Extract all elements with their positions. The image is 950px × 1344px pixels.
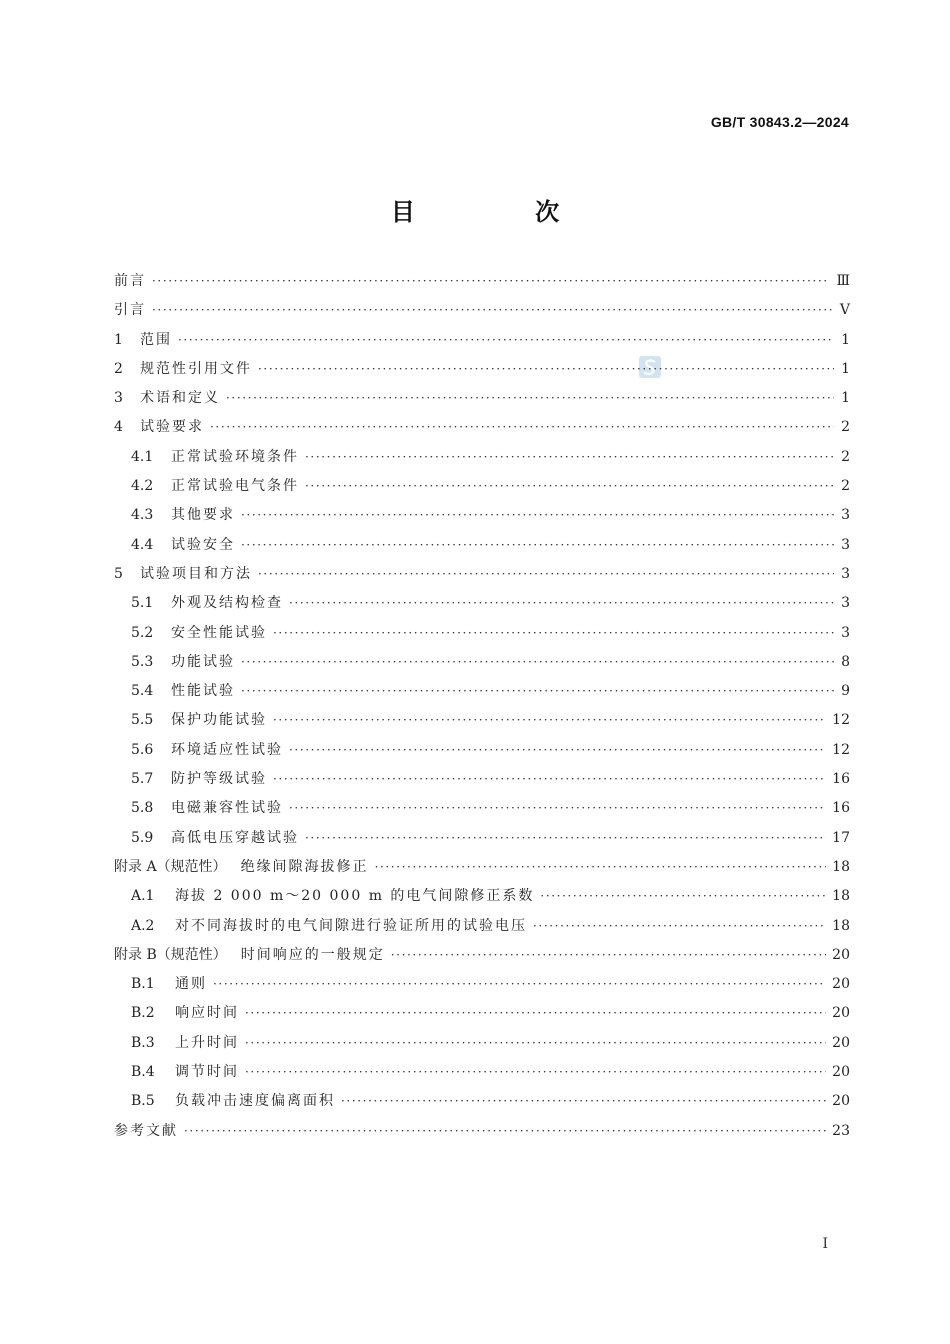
toc-entry-page: 17 (832, 829, 850, 846)
toc-entry[interactable] (114, 534, 850, 563)
toc-entry-number: 5.6 (131, 741, 154, 758)
toc-entry[interactable] (114, 856, 850, 885)
toc-entry-page: 18 (832, 917, 850, 934)
toc-entry-page: 23 (832, 1122, 850, 1139)
toc-entry-label: 环境适应性试验 (171, 741, 283, 758)
toc-entry-label: 正常试验电气条件 (171, 478, 299, 495)
toc-entry[interactable] (114, 446, 850, 475)
toc-entry-label: 前言 (114, 273, 146, 289)
toc-entry-label: 试验要求 (140, 419, 204, 436)
toc-leader-dots (305, 831, 826, 845)
toc-entry-number: 5.2 (131, 624, 154, 641)
toc-entry-number: B.5 (131, 1093, 155, 1110)
toc-entry-number: A.2 (131, 917, 155, 934)
toc-entry-label: 其他要求 (171, 507, 235, 524)
toc-entry-label: 海拔 2 000 m～20 000 m 的电气间隙修正系数 (175, 888, 535, 905)
toc-leader-dots (391, 948, 826, 962)
toc-leader-dots (305, 450, 834, 464)
toc-leader-dots (305, 479, 834, 493)
toc-entry[interactable] (114, 680, 850, 709)
toc-entry[interactable] (114, 358, 850, 387)
toc-leader-dots (289, 743, 826, 757)
toc-entry-page: 12 (832, 741, 850, 758)
toc-entry-page: Ⅲ (836, 273, 850, 289)
toc-entry-label: 时间响应的一般规定 (240, 946, 385, 963)
toc-entry-number: 5.4 (131, 683, 154, 700)
toc-leader-dots (241, 538, 834, 552)
toc-entry-number: 4 (114, 419, 123, 436)
toc-entry-label: 保护功能试验 (171, 712, 267, 729)
standard-number: GB/T 30843.2—2024 (710, 114, 849, 130)
toc-entry-page: 3 (841, 507, 850, 524)
toc-leader-dots (152, 274, 830, 288)
toc-entry-number: A.1 (131, 888, 155, 905)
toc-entry[interactable] (114, 915, 850, 944)
toc-entry-number: B.2 (131, 1005, 155, 1022)
toc-entry[interactable] (114, 973, 850, 1002)
toc-entry-page: 18 (832, 888, 850, 905)
toc-leader-dots (540, 889, 826, 903)
toc-entry-label: 试验项目和方法 (140, 565, 252, 582)
toc-entry-number: 5.7 (131, 771, 154, 788)
toc-entry-number: 5.9 (131, 829, 154, 846)
toc-entry-page: 20 (832, 1093, 850, 1110)
toc-entry-page: 3 (841, 624, 850, 641)
toc-leader-dots (258, 567, 834, 581)
toc-entry-page: 9 (841, 683, 850, 700)
toc-entry-number: B.4 (131, 1064, 155, 1081)
toc-entry[interactable] (114, 504, 850, 533)
toc-entry-number: 1 (114, 331, 123, 348)
toc-entry-label: 防护等级试验 (171, 771, 267, 788)
toc-entry-number: 5.3 (131, 653, 154, 670)
toc-entry-label: 正常试验环境条件 (171, 448, 299, 465)
toc-leader-dots (273, 713, 826, 727)
toc-leader-dots (273, 772, 826, 786)
toc-entry-number: B.1 (131, 976, 155, 993)
toc-entry-page: 20 (832, 946, 850, 963)
toc-entry-label: 术语和定义 (140, 390, 220, 407)
toc-entry[interactable] (114, 416, 850, 445)
toc-entry-page: 8 (841, 653, 850, 670)
toc-entry-label: 通则 (175, 976, 207, 993)
toc-entry[interactable] (114, 387, 850, 416)
toc-leader-dots (341, 1094, 826, 1108)
toc-entry[interactable] (114, 299, 850, 328)
toc-entry-number: 附录 A（规范性） (114, 858, 227, 875)
toc-entry-label: 调节时间 (175, 1064, 239, 1081)
toc-entry-page: 18 (832, 858, 850, 875)
toc-entry[interactable] (114, 1002, 850, 1031)
toc-entry[interactable] (114, 1090, 850, 1119)
toc-entry[interactable] (114, 1120, 850, 1149)
toc-leader-dots (533, 919, 826, 933)
toc-entry-page: 3 (841, 595, 850, 612)
toc-entry-label: 电磁兼容性试验 (171, 800, 283, 817)
toc-leader-dots (226, 391, 834, 405)
toc-entry[interactable] (114, 651, 850, 680)
toc-entry-page: 1 (841, 331, 850, 348)
toc-entry-label: 绝缘间隙海拔修正 (240, 858, 369, 875)
toc-entry-page: 2 (841, 478, 850, 495)
toc-entry-label: 外观及结构检查 (171, 595, 283, 612)
toc-entry-page: 20 (832, 976, 850, 993)
toc-entry-label: 范围 (140, 331, 172, 348)
toc-entry-number: 附录 B（规范性） (114, 946, 227, 963)
toc-entry-number: 4.1 (131, 448, 154, 465)
toc-entry[interactable] (114, 944, 850, 973)
toc-entry-number: 5.5 (131, 712, 154, 729)
toc-entry-label: 功能试验 (171, 653, 235, 670)
toc-entry-page: 3 (841, 536, 850, 553)
toc-entry[interactable] (114, 270, 850, 299)
toc-entry[interactable] (114, 885, 850, 914)
toc-leader-dots (375, 860, 827, 874)
toc-entry-page: 20 (832, 1064, 850, 1081)
toc-entry-label: 性能试验 (171, 683, 235, 700)
toc-entry-label: 高低电压穿越试验 (171, 829, 299, 846)
toc-leader-dots (241, 508, 834, 522)
table-of-contents (114, 270, 850, 1149)
toc-entry-label: 上升时间 (175, 1034, 239, 1051)
toc-entry-page: 20 (832, 1034, 850, 1051)
toc-entry-page: 2 (841, 419, 850, 436)
toc-entry[interactable] (114, 475, 850, 504)
toc-entry-page: 20 (832, 1005, 850, 1022)
toc-leader-dots (245, 1006, 826, 1020)
toc-entry-page: Ⅴ (839, 302, 850, 319)
page-title: 目 次 (390, 198, 616, 226)
toc-entry[interactable] (114, 827, 850, 856)
toc-entry[interactable] (114, 329, 850, 358)
toc-entry[interactable] (114, 768, 850, 797)
toc-entry-label: 试验安全 (171, 536, 235, 553)
toc-entry-page: 2 (841, 448, 850, 465)
toc-leader-dots (258, 362, 834, 376)
toc-entry-number: 5.8 (131, 800, 154, 817)
toc-entry-page: 12 (832, 712, 850, 729)
toc-entry[interactable] (114, 739, 850, 768)
toc-leader-dots (241, 684, 834, 698)
toc-entry-number: 3 (114, 390, 123, 407)
toc-entry[interactable] (114, 1032, 850, 1061)
toc-leader-dots (241, 655, 834, 669)
toc-entry-number: 4.4 (131, 536, 154, 553)
toc-entry[interactable] (114, 797, 850, 826)
toc-entry-label: 规范性引用文件 (140, 360, 252, 377)
toc-leader-dots (289, 801, 826, 815)
toc-entry-number: 5.1 (131, 595, 154, 612)
toc-entry-page: 3 (841, 565, 850, 582)
toc-entry[interactable] (114, 709, 850, 738)
toc-entry-number: 4.3 (131, 507, 154, 524)
toc-entry-label: 参考文献 (114, 1122, 178, 1139)
toc-entry[interactable] (114, 592, 850, 621)
toc-leader-dots (152, 303, 834, 317)
toc-leader-dots (289, 596, 834, 610)
toc-entry-number: 2 (114, 360, 123, 377)
toc-leader-dots (213, 977, 826, 991)
toc-leader-dots (273, 626, 834, 640)
toc-entry-page: 1 (841, 360, 850, 377)
toc-entry-page: 16 (832, 771, 850, 788)
toc-entry-label: 响应时间 (175, 1005, 239, 1022)
toc-leader-dots (245, 1036, 826, 1050)
toc-entry[interactable] (114, 563, 850, 592)
toc-entry-page: 16 (832, 800, 850, 817)
toc-leader-dots (210, 420, 834, 434)
toc-entry-label: 引言 (114, 302, 146, 319)
toc-entry-label: 对不同海拔时的电气间隙进行验证所用的试验电压 (175, 917, 527, 934)
page-number: I (822, 1236, 828, 1252)
toc-entry-label: 负载冲击速度偏离面积 (175, 1093, 335, 1110)
toc-leader-dots (178, 333, 834, 347)
toc-entry[interactable] (114, 622, 850, 651)
toc-entry-number: 5 (114, 565, 123, 582)
toc-leader-dots (184, 1124, 826, 1138)
toc-entry[interactable] (114, 1061, 850, 1090)
toc-entry-page: 1 (841, 390, 850, 407)
toc-entry-label: 安全性能试验 (171, 624, 267, 641)
toc-entry-number: B.3 (131, 1034, 155, 1051)
toc-entry-number: 4.2 (131, 478, 154, 495)
toc-leader-dots (245, 1065, 826, 1079)
